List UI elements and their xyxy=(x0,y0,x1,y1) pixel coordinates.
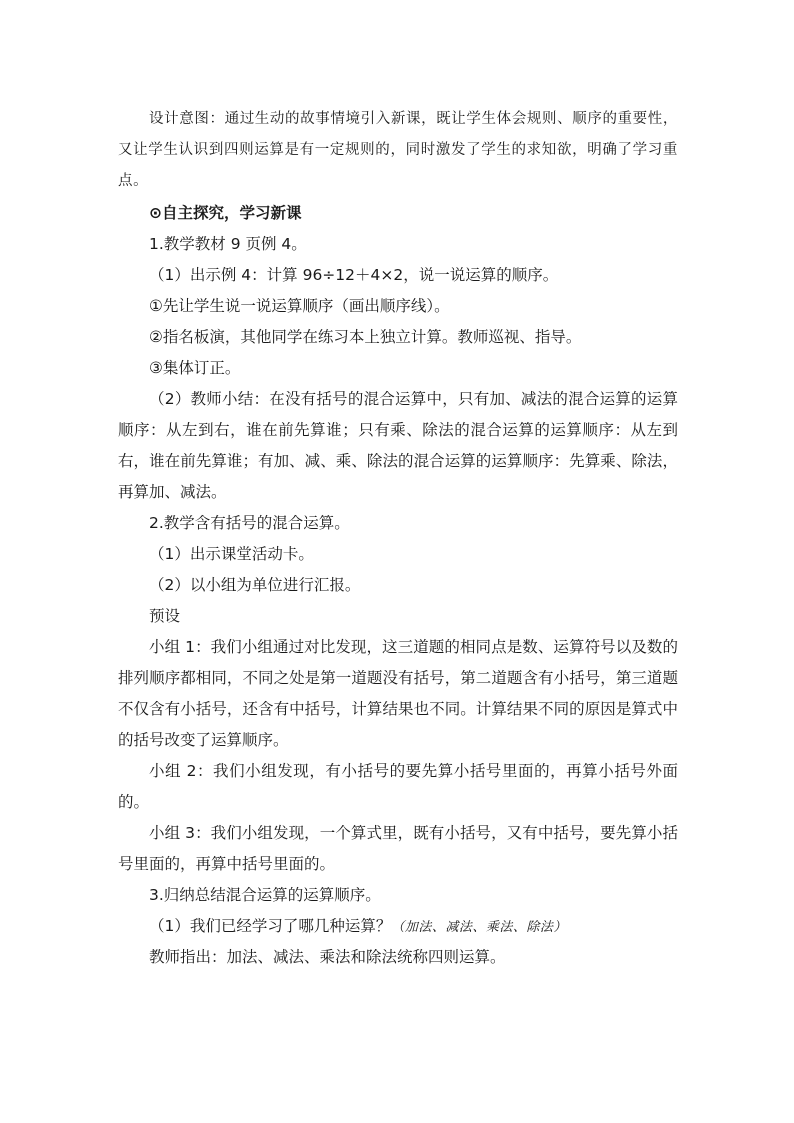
step-1: ①先让学生说一说运算顺序（画出顺序线）。 xyxy=(149,297,450,315)
group-1-report: 小组 1：我们小组通过对比发现，这三道题的相同点是数、运算符号以及数的排列顺序都相同，不同之处是第一道题没有括号，第二道题含有小括号，第三道题不仅含有小括号，还含有中括号，计算结果也不同。计算结果不同的原因是算式中的括号改变了运算顺序。 xyxy=(118,638,678,749)
group-2-report: 小组 2：我们小组发现，有小括号的要先算小括号里面的，再算小括号外面的。 xyxy=(118,762,678,811)
teacher-summary: （2）教师小结：在没有括号的混合运算中，只有加、减法的混合运算的运算顺序：从左到右，谁在前先算谁；只有乘、除法的混合运算的运算顺序：从左到右，谁在前先算谁；有加、减、乘、除法的混合运算的运算顺序：先算乘、除法，再算加、减法。 xyxy=(118,390,678,501)
preset-label: 预设 xyxy=(149,607,181,625)
group-3-report: 小组 3：我们小组发现，一个算式里，既有小括号，又有中括号，要先算小括号里面的，再算中括号里面的。 xyxy=(118,824,678,873)
design-intent-paragraph: 设计意图：通过生动的故事情境引入新课，既让学生体会规则、顺序的重要性，又让学生认识到四则运算是有一定规则的，同时激发了学生的求知欲，明确了学习重点。 xyxy=(118,111,678,189)
item-2-2: （2）以小组为单位进行汇报。 xyxy=(149,576,361,594)
item-3-1 xyxy=(118,911,678,943)
item-2-title: 2.教学含有括号的混合运算。 xyxy=(149,514,350,532)
item-1-1: （1）出示例 4：计算 96÷12＋4×2，说一说运算的顺序。 xyxy=(149,266,559,284)
item-2-1: （1）出示课堂活动卡。 xyxy=(149,545,314,563)
step-2: ②指名板演，其他同学在练习本上独立计算。教师巡视、指导。 xyxy=(149,328,582,346)
item-3-title: 3.归纳总结混合运算的运算顺序。 xyxy=(149,886,381,904)
section-heading: ⊙自主探究，学习新课 xyxy=(149,204,302,222)
item-3-1-answer: （加法、减法、乘法、除法） xyxy=(391,920,567,935)
item-1-title: 1.教学教材 9 页例 4。 xyxy=(149,235,307,253)
step-3: ③集体订正。 xyxy=(149,359,241,377)
teacher-point: 教师指出：加法、减法、乘法和除法统称四则运算。 xyxy=(149,948,506,966)
item-3-1-question: （1）我们已经学习了哪几种运算？ xyxy=(149,917,392,935)
